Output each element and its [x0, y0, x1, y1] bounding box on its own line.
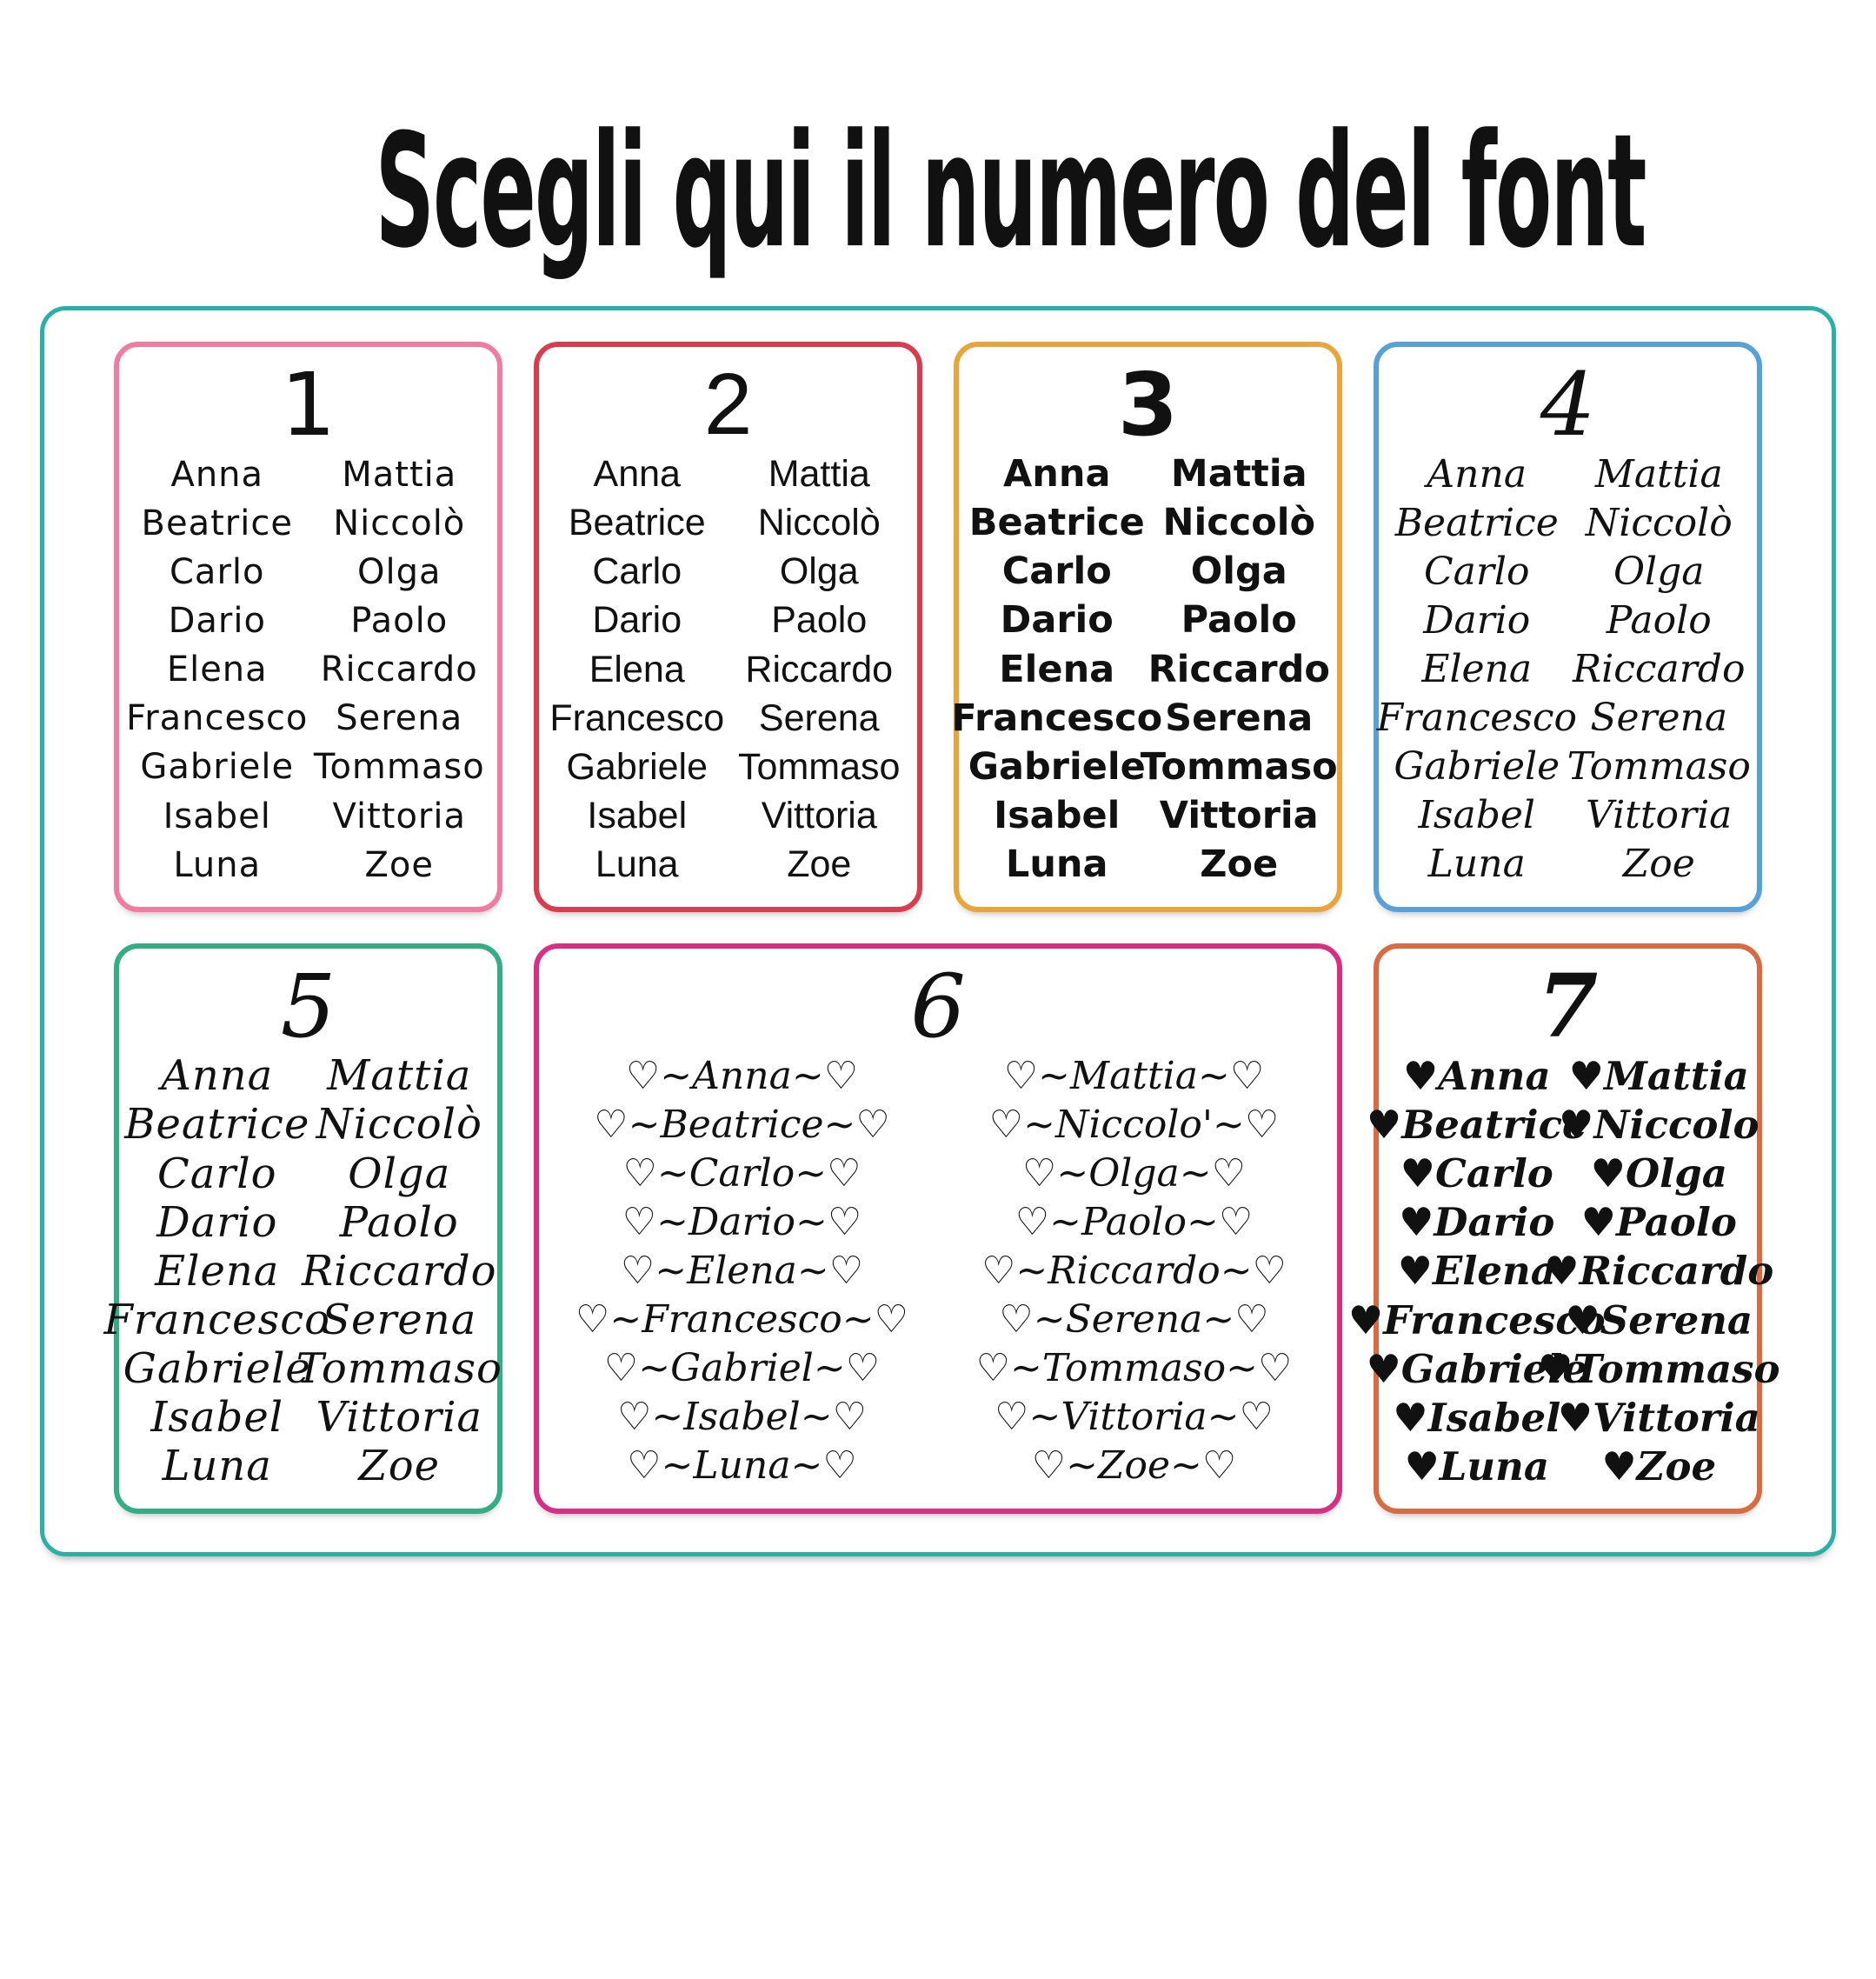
name-sample: Vittoria — [1159, 793, 1319, 837]
name-sample: Gabriele — [968, 744, 1146, 789]
font-options-panel — [40, 306, 1836, 1556]
name-sample: Riccardo — [1573, 646, 1746, 691]
name-sample: Francesco — [1376, 696, 1578, 741]
name-sample: ♡~Serena~♡ — [999, 1297, 1269, 1343]
name-sample: Luna — [162, 1442, 272, 1491]
name-sample: Vittoria — [316, 1393, 483, 1443]
name-sample: Riccardo — [302, 1246, 497, 1296]
names-column-left — [1347, 1052, 1606, 1491]
names-column-right — [728, 450, 911, 890]
name-sample: Elena — [1421, 646, 1533, 691]
names-list — [1376, 450, 1757, 907]
font-option-5 — [103, 943, 502, 1514]
name-sample: ♥Anna — [1402, 1052, 1551, 1099]
names-list — [539, 450, 917, 907]
font-option-2 — [534, 342, 922, 912]
name-sample: ♡~Beatrice~♡ — [594, 1102, 890, 1147]
font-option-3 — [951, 342, 1342, 912]
names-column-right — [938, 1052, 1330, 1491]
font-option-1 — [114, 342, 502, 912]
name-sample: Gabriele — [140, 747, 295, 788]
name-sample: Elena — [155, 1246, 280, 1296]
name-sample: Elena — [999, 647, 1115, 691]
name-sample: Olga — [357, 551, 442, 592]
name-sample: Niccolò — [1585, 500, 1733, 545]
name-sample: Isabel — [994, 793, 1121, 837]
name-sample: ♡~Carlo~♡ — [622, 1150, 861, 1196]
name-sample: Zoe — [358, 1442, 441, 1491]
names-column-right — [1538, 1052, 1780, 1491]
name-sample: Paolo — [1606, 597, 1712, 643]
name-sample: Carlo — [170, 551, 265, 592]
name-sample: Luna — [595, 843, 679, 885]
names-column-right — [296, 1051, 502, 1491]
names-column-left — [546, 450, 728, 890]
name-sample: ♥Niccolo — [1559, 1102, 1760, 1149]
name-sample: Elena — [166, 650, 268, 690]
name-sample: Dario — [1000, 598, 1114, 643]
box-number: 4 — [1540, 353, 1596, 456]
name-sample: Serena — [336, 698, 463, 739]
name-sample: ♡~Gabriel~♡ — [603, 1346, 881, 1391]
name-sample: Niccolò — [757, 502, 881, 544]
name-sample: ♡~Anna~♡ — [625, 1053, 859, 1098]
name-sample: Carlo — [1424, 549, 1530, 594]
names-column-right — [1140, 450, 1338, 890]
name-sample: Anna — [161, 1051, 274, 1101]
name-sample: Mattia — [1594, 451, 1723, 496]
names-list — [951, 450, 1338, 907]
name-sample: Gabriele — [566, 745, 708, 788]
name-sample: Beatrice — [968, 501, 1145, 545]
box-number: 6 — [910, 955, 966, 1057]
name-sample: Niccolò — [1162, 501, 1316, 545]
name-sample: Luna — [1005, 842, 1108, 886]
names-list — [1347, 1052, 1780, 1509]
font-option-7 — [1347, 943, 1780, 1514]
name-sample: Mattia — [342, 454, 457, 495]
name-sample: Francesco — [103, 1295, 330, 1344]
names-column-left — [546, 1052, 938, 1491]
name-sample: ♥Serena — [1565, 1296, 1753, 1343]
name-sample: Isabel — [150, 1393, 284, 1443]
name-sample: Francesco — [126, 698, 309, 739]
name-sample: Serena — [322, 1295, 477, 1344]
name-sample: Anna — [593, 453, 681, 496]
name-sample: Gabriele — [123, 1344, 311, 1393]
font-option-4 — [1374, 342, 1762, 912]
name-sample: ♥Carlo — [1400, 1150, 1553, 1197]
name-sample: ♥Tommaso — [1538, 1345, 1780, 1392]
name-sample: Isabel — [163, 796, 271, 836]
name-sample: Dario — [168, 601, 266, 642]
name-sample: ♡~Elena~♡ — [620, 1248, 864, 1293]
name-sample: Gabriele — [1394, 744, 1560, 790]
name-sample: ♥Dario — [1399, 1199, 1555, 1246]
name-sample: ♡~Mattia~♡ — [1003, 1053, 1265, 1098]
names-column-right — [309, 450, 491, 890]
name-sample: Tommaso — [296, 1344, 502, 1393]
name-sample: Beatrice — [568, 502, 706, 544]
name-sample: ♥Elena — [1397, 1248, 1556, 1295]
name-sample: Olga — [779, 550, 859, 593]
name-sample: ♡~Tommaso~♡ — [975, 1346, 1293, 1391]
names-column-left — [1376, 450, 1578, 890]
box-number: 1 — [280, 353, 336, 456]
name-sample: Anna — [170, 454, 264, 495]
name-sample: Carlo — [1001, 550, 1112, 594]
box-number: 2 — [703, 355, 753, 453]
name-sample: ♡~Vittoria~♡ — [995, 1395, 1274, 1440]
name-sample: Mattia — [768, 453, 870, 496]
name-sample: ♡~Olga~♡ — [1021, 1150, 1247, 1196]
name-sample: ♡~Paolo~♡ — [1015, 1199, 1254, 1244]
name-sample: Anna — [1002, 452, 1111, 496]
names-list — [103, 1051, 502, 1509]
name-sample: Serena — [1590, 696, 1728, 741]
name-sample: Zoe — [787, 843, 852, 885]
name-sample: Tommaso — [1140, 744, 1338, 789]
page-title: Scegli qui il numero del font — [375, 100, 1646, 283]
name-sample: Vittoria — [761, 794, 877, 836]
name-sample: Serena — [758, 696, 880, 739]
name-sample: Riccardo — [745, 648, 894, 690]
names-column-right — [1568, 450, 1751, 890]
box-number: 5 — [280, 955, 336, 1057]
name-sample: Tommaso — [313, 747, 485, 788]
name-sample: Vittoria — [1586, 793, 1733, 838]
name-sample: Carlo — [156, 1149, 277, 1198]
name-sample: Francesco — [951, 696, 1163, 740]
name-sample: Beatrice — [124, 1100, 310, 1149]
name-sample: Paolo — [771, 599, 868, 642]
name-sample: Anna — [1427, 451, 1527, 496]
name-sample: ♥Francesco — [1347, 1296, 1606, 1343]
names-column-left — [103, 1051, 330, 1491]
name-sample: Beatrice — [141, 503, 293, 543]
name-sample: Serena — [1165, 696, 1314, 740]
name-sample: Francesco — [549, 696, 725, 739]
name-sample: Elena — [589, 648, 685, 690]
name-sample: Paolo — [339, 1197, 459, 1247]
name-sample: Isabel — [1418, 793, 1535, 838]
names-column-left — [951, 450, 1163, 890]
name-sample: ♥Vittoria — [1557, 1394, 1760, 1441]
name-sample: ♡~Isabel~♡ — [616, 1395, 868, 1440]
name-sample: Olga — [1613, 549, 1705, 594]
name-sample: Olga — [348, 1149, 451, 1198]
name-sample: Dario — [156, 1197, 278, 1247]
name-sample: ♥Olga — [1590, 1150, 1727, 1197]
name-sample: Dario — [592, 599, 682, 642]
font-options-grid — [44, 310, 1832, 1552]
name-sample: ♥Riccardo — [1544, 1248, 1774, 1295]
name-sample: ♥Mattia — [1568, 1052, 1749, 1099]
name-sample: Beatrice — [1394, 500, 1559, 545]
names-list — [539, 1052, 1337, 1509]
name-sample: ♥Paolo — [1580, 1199, 1737, 1246]
name-sample: Zoe — [1622, 842, 1695, 887]
name-sample: ♡~Luna~♡ — [627, 1443, 857, 1489]
name-sample: Vittoria — [332, 796, 466, 836]
name-sample: ♡~Zoe~♡ — [1031, 1443, 1237, 1489]
name-sample: Isabel — [587, 794, 688, 836]
name-sample: Paolo — [1181, 598, 1297, 643]
names-column-left — [126, 450, 309, 890]
box-number: 3 — [1117, 353, 1179, 456]
name-sample: Zoe — [364, 844, 434, 885]
name-sample: ♡~Dario~♡ — [622, 1199, 862, 1244]
name-sample: Riccardo — [1148, 647, 1330, 691]
name-sample: Mattia — [1170, 452, 1307, 496]
name-sample: Luna — [1427, 842, 1526, 887]
name-sample: Carlo — [592, 550, 682, 593]
name-sample: ♥Gabriele — [1366, 1345, 1588, 1392]
name-sample: ♥Zoe — [1601, 1443, 1717, 1489]
name-sample: ♡~Francesco~♡ — [575, 1297, 909, 1343]
name-sample: Paolo — [350, 601, 449, 642]
name-sample: Olga — [1190, 550, 1287, 594]
name-sample: Luna — [173, 844, 262, 885]
name-sample: ♡~Niccolo'~♡ — [988, 1102, 1280, 1147]
name-sample: ♥Beatrice — [1366, 1102, 1587, 1149]
name-sample: Tommaso — [738, 745, 901, 788]
names-list — [119, 450, 497, 907]
name-sample: Riccardo — [320, 650, 478, 690]
name-sample: ♡~Riccardo~♡ — [981, 1248, 1287, 1293]
name-sample: Niccolò — [333, 503, 466, 543]
name-sample: Mattia — [327, 1051, 472, 1101]
box-number: 7 — [1537, 954, 1599, 1057]
font-option-6 — [534, 943, 1342, 1514]
name-sample: Niccolò — [316, 1100, 482, 1149]
name-sample: Zoe — [1200, 842, 1279, 886]
name-sample: Dario — [1423, 597, 1531, 643]
name-sample: Tommaso — [1567, 744, 1751, 790]
name-sample: ♥Isabel — [1393, 1394, 1561, 1441]
name-sample: ♥Luna — [1404, 1443, 1550, 1489]
